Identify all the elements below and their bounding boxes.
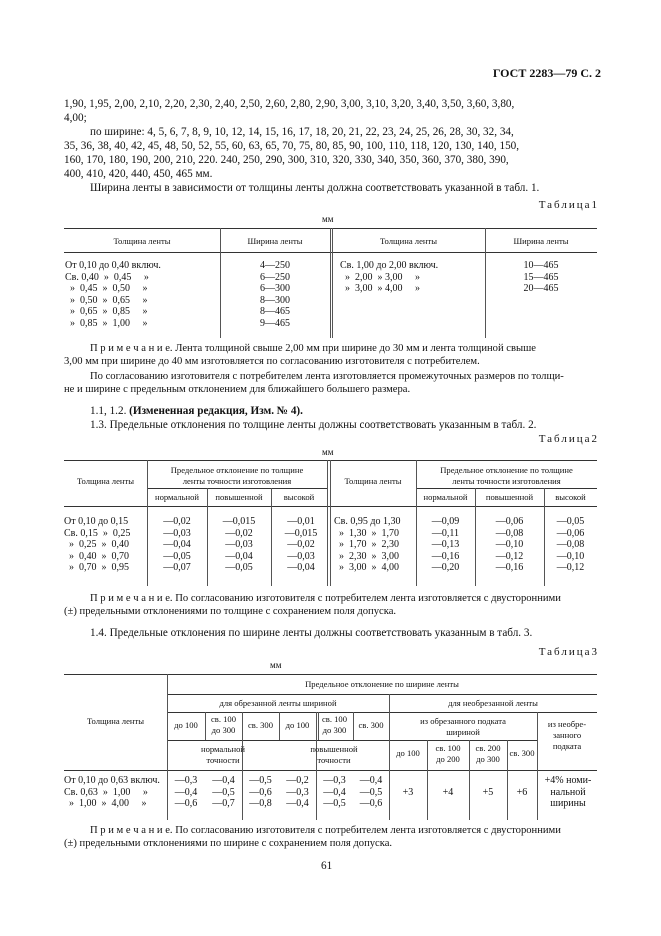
table3-values: +6 bbox=[516, 787, 528, 798]
table1-note: П р и м е ч а н и е. Лента толщиной свыше 2,00 мм при ширине до 30 мм и лента толщиной свыше bbox=[90, 343, 536, 354]
clause-1-3: 1.3. Предельные отклонения по толщине ленты должны соответствовать указанным в табл. 2. bbox=[90, 419, 537, 431]
clause-1-4: 1.4. Предельные отклонения по ширине ленты должны соответствовать указанным в табл. 3. bbox=[90, 627, 533, 639]
width-dependency-text: Ширина ленты в зависимости от толщины ленты должна соответствовать указанной в табл. 1. bbox=[90, 182, 540, 194]
page-number: 61 bbox=[321, 860, 333, 872]
table2-subheader-normal: нормальной bbox=[423, 492, 468, 502]
table3-col-width: св. 100 до 200 bbox=[435, 743, 461, 764]
table3-col-width: св. 200 до 300 bbox=[475, 743, 501, 764]
width-values-line: по ширине: 4, 5, 6, 7, 8, 9, 10, 12, 14, 15, 16, 17, 18, 20, 21, 22, 23, 24, 25, 26, 28, 30, 32, 34, bbox=[90, 126, 514, 138]
table2-right-thickness: Св. 0,95 до 1,30 » 1,30 » 1,70 » 1,70 » 2,30 » 2,30 » 3,00 » 3,00 » 4,00 bbox=[334, 516, 401, 574]
table1-header-width: Ширина ленты bbox=[247, 236, 303, 246]
table2-subheader-increased: повышенной bbox=[215, 492, 263, 502]
table1-caption: Таблица1 bbox=[538, 199, 599, 211]
table3-precision-normal: нормальной точности bbox=[200, 744, 246, 765]
document-reference: ГОСТ 2283—79 С. 2 bbox=[492, 66, 601, 80]
table2-header-deviation: Предельное отклонение по толщине ленты точности изготовления bbox=[440, 465, 573, 486]
table3-header-from-trimmed: из обрезанного подката шириной bbox=[420, 716, 506, 737]
table3-values: —0,4 —0,5 —0,6 bbox=[359, 775, 383, 810]
table2-subheader-high: высокой bbox=[555, 492, 586, 502]
table2-header-deviation: Предельное отклонение по толщине ленты точности изготовления bbox=[170, 465, 304, 486]
table3-col-width: св. 300 bbox=[358, 720, 384, 730]
table3-values: —0,5 —0,6 —0,8 bbox=[249, 775, 272, 810]
table1-unit: мм bbox=[322, 214, 334, 224]
table2-left-normal: —0,02 —0,03 —0,04 —0,05 —0,07 bbox=[163, 516, 191, 574]
table3-values: +3 bbox=[402, 787, 414, 798]
width-values-line: 35, 36, 38, 40, 42, 45, 48, 50, 52, 55, 60, 63, 65, 70, 75, 80, 85, 90, 100, 110, 118, 120, 130, 140, 150, bbox=[64, 140, 520, 152]
table3-values: —0,3 —0,4 —0,6 bbox=[174, 775, 198, 810]
table3-values: —0,4 —0,5 —0,7 bbox=[212, 775, 235, 810]
table3-header-from-untrimmed: из необре- занного подката bbox=[547, 719, 587, 751]
width-values-line: 160, 170, 180, 190, 200, 210, 220. 240, 250, 290, 300, 310, 320, 330, 340, 350, 360, 370, 380, 390, bbox=[64, 154, 509, 166]
table2-subheader-high: высокой bbox=[283, 492, 315, 502]
table2-header-thickness: Толщина ленты bbox=[76, 476, 135, 486]
thickness-values-line: 1,90, 1,95, 2,00, 2,10, 2,20, 2,30, 2,40, 2,50, 2,60, 2,80, 2,90, 3,00, 3,10, 3,20, 3,40, 3,50, 3,60, 3,80, bbox=[64, 98, 515, 110]
table1-header-width: Ширина ленты bbox=[513, 236, 569, 246]
intermediate-size-text: По согласованию изготовителя с потребителем лента изготовляется промежуточных размеров по толщи- bbox=[90, 371, 564, 382]
table3-col-width: до 100 bbox=[174, 720, 198, 730]
table2-unit: мм bbox=[322, 447, 334, 457]
table2-caption: Таблица2 bbox=[538, 433, 599, 445]
table3-col-width: до 100 bbox=[396, 748, 420, 758]
intermediate-size-text: не и ширине с предельным отклонением для ближайшего большего размера. bbox=[64, 384, 411, 395]
table2-right-high: —0,05 —0,06 —0,08 —0,10 —0,12 bbox=[556, 516, 585, 574]
table2-header-thickness: Толщина ленты bbox=[344, 476, 402, 486]
table3-header-thickness: Толщина ленты bbox=[86, 716, 145, 726]
width-values-line: 400, 410, 420, 440, 450, 465 мм. bbox=[64, 168, 213, 180]
table3-col-width: св. 300 bbox=[247, 720, 274, 730]
table3-caption: Таблица3 bbox=[538, 646, 599, 658]
table3-note: П р и м е ч а н и е. По согласованию изготовителя с потребителем лента изготовляется с двусторонними bbox=[90, 825, 561, 836]
table3-col-width: св. 100 до 300 bbox=[321, 714, 348, 735]
table2-left-thickness: От 0,10 до 0,15 Св. 0,15 » 0,25 » 0,25 » 0,40 » 0,40 » 0,70 » 0,70 » 0,95 bbox=[64, 516, 131, 574]
table2-note: П р и м е ч а н и е. По согласованию изготовителя с потребителем лента изготовляется с двусторонними bbox=[90, 593, 561, 604]
table3-note: (±) предельными отклонениями по ширине с сохранением поля допуска. bbox=[64, 838, 393, 849]
table1-right-thickness: Св. 1,00 до 2,00 включ. » 2,00 » 3,00 » » 3,00 » 4,00 » bbox=[340, 260, 439, 295]
table2-right-increased: —0,06 —0,08 —0,10 —0,12 —0,16 bbox=[495, 516, 524, 574]
table2-subheader-increased: повышенной bbox=[485, 492, 534, 502]
table3-col-width: св. 100 до 300 bbox=[210, 714, 237, 735]
table2-note: (±) предельными отклонениями по толщине с сохранением поля допуска. bbox=[64, 606, 397, 617]
table3-values: +4% номи- нальной ширины bbox=[544, 775, 592, 810]
table2-right-normal: —0,09 —0,11 —0,13 —0,16 —0,20 bbox=[431, 516, 460, 574]
table3-col-width: св. 300 bbox=[509, 748, 535, 758]
thickness-values-line: 4,00; bbox=[64, 112, 87, 124]
table2-subheader-normal: нормальной bbox=[154, 492, 200, 502]
table2-left-high: —0,01 —0,015 —0,02 —0,03 —0,04 bbox=[284, 516, 318, 574]
table3-values: +4 bbox=[442, 787, 454, 798]
table3-header-deviation: Предельное отклонение по ширине ленты bbox=[305, 679, 459, 689]
table1-left-thickness: От 0,10 до 0,40 включ. Св. 0,40 » 0,45 » » 0,45 » 0,50 » » 0,50 » 0,65 » » 0,65 » 0,85 » » 0,85 » 1,00 » bbox=[65, 260, 161, 329]
table2-left-increased: —0,015 —0,02 —0,03 —0,04 —0,05 bbox=[222, 516, 256, 574]
table3-values: —0,3 —0,4 —0,5 bbox=[323, 775, 346, 810]
table3-header-trimmed: для обрезанной ленты шириной bbox=[219, 698, 337, 708]
table1-left-width: 4—250 6—250 6—300 8—300 8—465 9—465 bbox=[260, 260, 290, 329]
table3-values: —0,2 —0,3 —0,4 bbox=[286, 775, 309, 810]
table3-header-untrimmed: для необрезанной ленты bbox=[448, 698, 538, 708]
table3-unit: мм bbox=[270, 660, 282, 670]
table1-right-width: 10—465 15—465 20—465 bbox=[523, 260, 559, 295]
table1-note: 3,00 мм при ширине до 40 мм изготовляется по согласованию изготовителя с потребителем. bbox=[64, 356, 480, 367]
table3-col-width: до 100 bbox=[285, 720, 310, 730]
amendment-line: 1.1, 1.2. (Измененная редакция, Изм. № 4). bbox=[90, 405, 303, 417]
table1-header-thickness: Толщина ленты bbox=[113, 236, 171, 246]
table3-values: +5 bbox=[482, 787, 494, 798]
table3-precision-increased: повышенной точности bbox=[310, 744, 358, 765]
table3-thickness-rows: От 0,10 до 0,63 включ. Св. 0,63 » 1,00 » » 1,00 » 4,00 » bbox=[64, 775, 160, 810]
table1-header-thickness: Толщина ленты bbox=[379, 236, 438, 246]
